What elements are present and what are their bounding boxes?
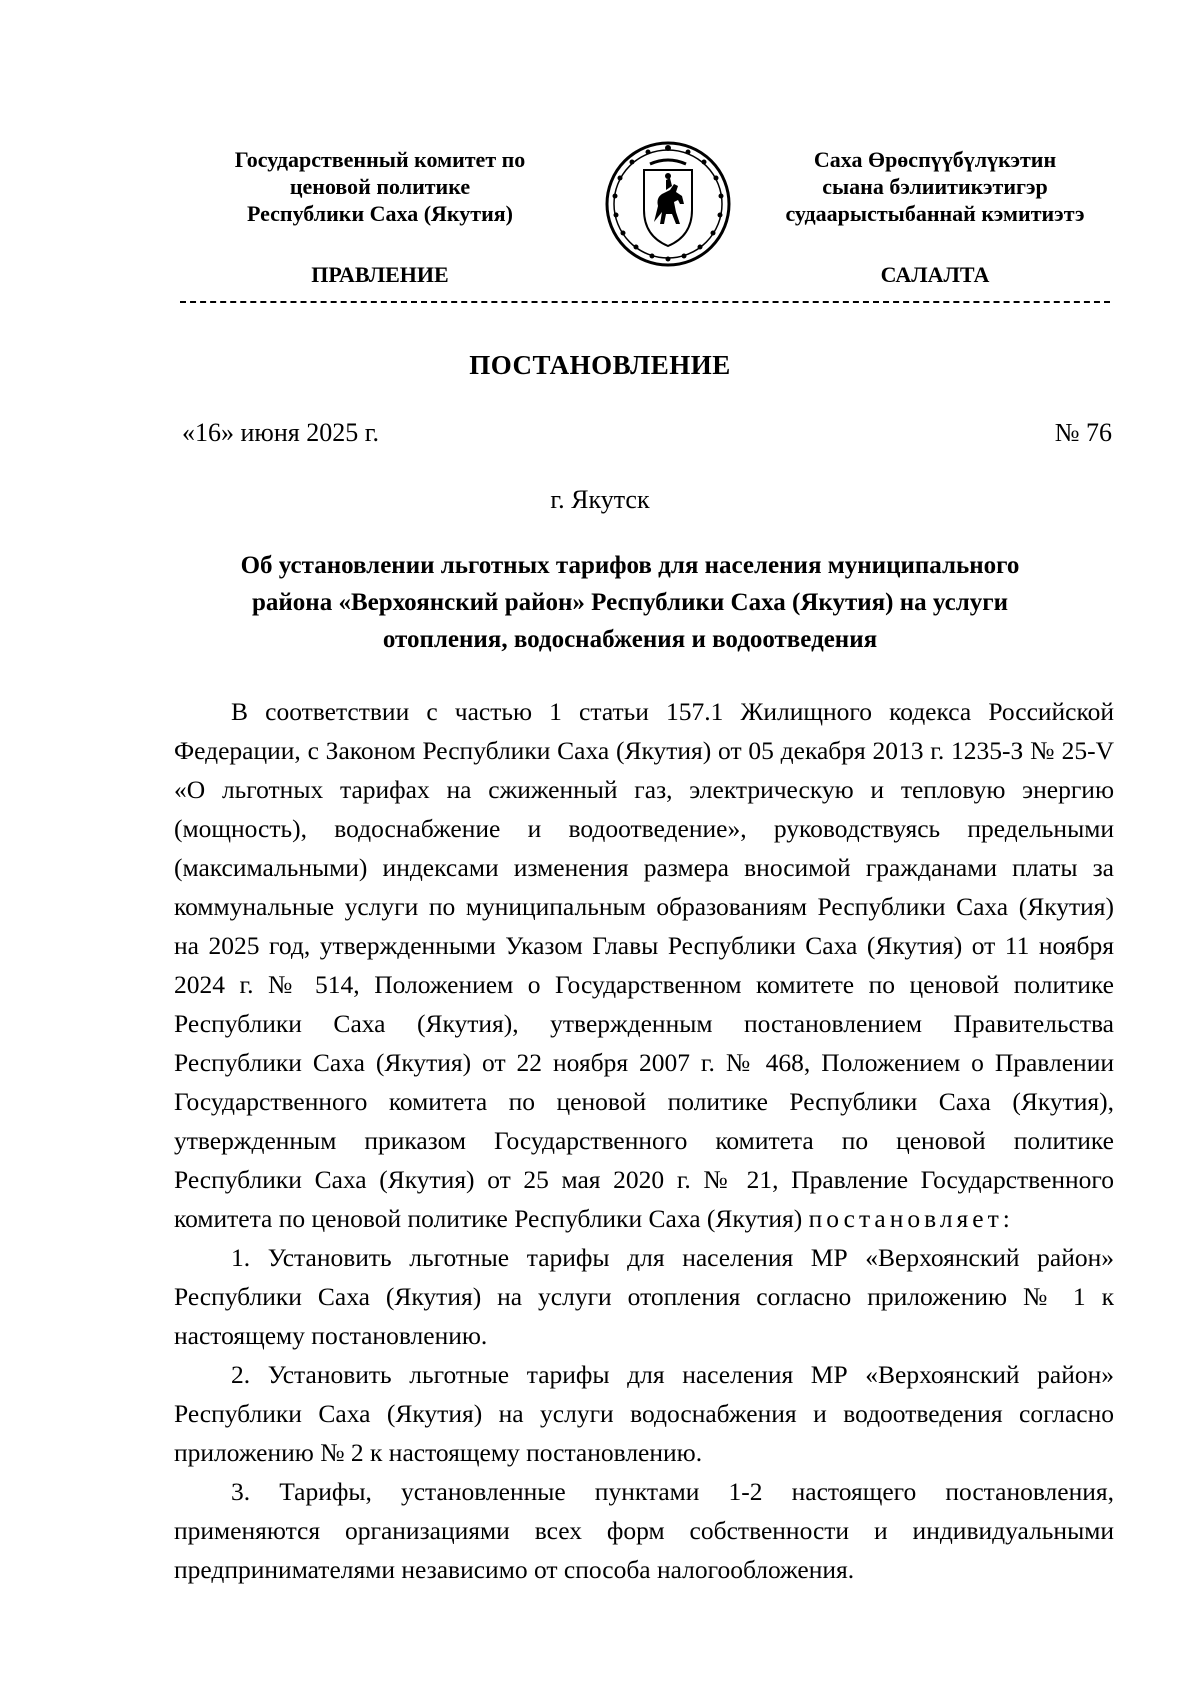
committee-name-line: ценовой политике xyxy=(289,174,471,199)
board-label-russian: ПРАВЛЕНИЕ xyxy=(311,262,449,287)
committee-name-russian xyxy=(190,146,570,227)
subject-line: района «Верхоянский район» Республики Саха (Якутия) на услуги xyxy=(252,589,1008,616)
subject-line: отопления, водоснабжения и водоотведения xyxy=(382,626,878,653)
coat-of-arms-icon xyxy=(604,140,732,268)
committee-name-line: судаарыстыбаннай кэмитиэтэ xyxy=(785,201,1085,226)
document-type-title: ПОСТАНОВЛЕНИЕ xyxy=(469,350,731,380)
document-number: № 76 xyxy=(1054,418,1112,447)
board-label-yakut: САЛАЛТА xyxy=(880,262,990,287)
subject-line: Об установлении льготных тарифов для населения муниципального xyxy=(240,552,1020,579)
committee-name-line: Республики Саха (Якутия) xyxy=(246,201,514,226)
document-city: г. Якутск xyxy=(550,485,650,514)
committee-name-line: Государственный комитет по xyxy=(234,147,526,172)
document-date: «16» июня 2025 г. xyxy=(182,418,379,447)
committee-name-yakut xyxy=(745,146,1125,227)
document-subject xyxy=(150,547,1110,658)
preamble-text: В соответствии с частью 1 статьи 157.1 Жилищного кодекса Российской Федерации, с Законом Республики Саха (Якутия) от 05 декабря 2013 г. 1235-З № 25-V «О льготных тарифах на сжиженный газ, электрическую и тепловую энергию (мощность), водоснабжение и водоотведение», руководствуясь предельными (максимальными) индексами изменения размера вносимой гражданами платы за коммунальные услуги по муниципальным образованиям Республики Саха (Якутия) на 2025 год, утвержденными Указом Главы Республики Саха (Якутия) от 11 ноября 2024 г. № 514, Положением о Государственном комитете по ценовой политике Республики Саха (Якутия), утвержденным постановлением Правительства Республики Саха (Якутия) от 22 ноября 2007 г. № 468, Положением о Правлении Государственного комитета по ценовой политике Республики Саха (Якутия), утвержденным приказом Государственного комитета по ценовой политике Республики Саха (Якутия) от 25 мая 2020 г. № 21, Правление Государственного комитета по ценовой политике Республики Саха (Якутия) xyxy=(174,697,1114,1233)
header-divider xyxy=(180,301,1110,303)
committee-name-line: сыана бэлиитикэтигэр xyxy=(822,174,1048,199)
preamble-paragraph xyxy=(174,692,1114,1238)
resolution-item: 1. Установить льготные тарифы для населения МР «Верхоянский район» Республики Саха (Якутия) на услуги отопления согласно приложению № 1 к настоящему постановлению. xyxy=(174,1243,1114,1350)
resolves-word: постановляет: xyxy=(808,1204,1014,1233)
resolution-item: 3. Тарифы, установленные пунктами 1-2 настоящего постановления, применяются организациями всех форм собственности и индивидуальными предпринимателями независимо от способа налогообложения. xyxy=(174,1477,1114,1584)
resolution-item: 2. Установить льготные тарифы для населения МР «Верхоянский район» Республики Саха (Якутия) на услуги водоснабжения и водоотведения согласно приложению № 2 к настоящему постановлению. xyxy=(174,1360,1114,1467)
document-body xyxy=(174,692,1114,1589)
committee-name-line: Саха Өрөспүүбүлүкэтин xyxy=(813,147,1057,172)
